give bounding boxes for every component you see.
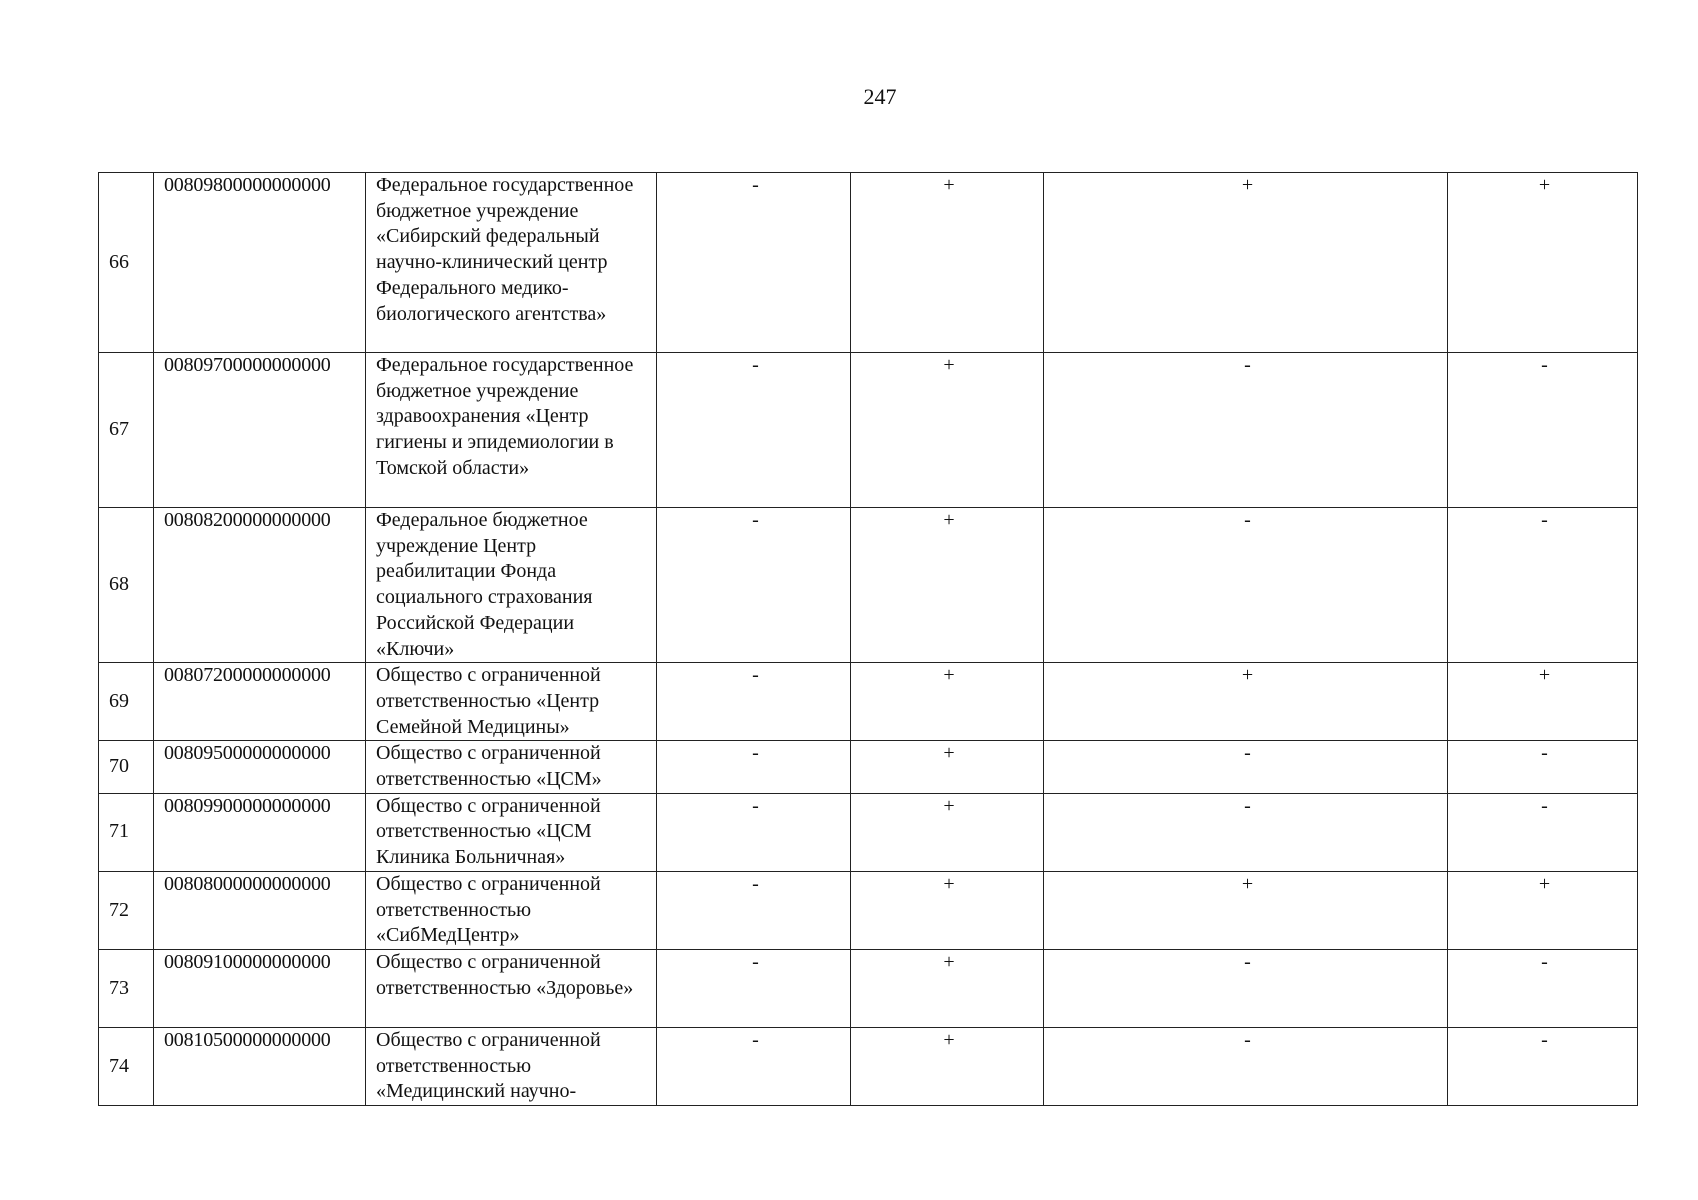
mark-col-3: -: [1044, 793, 1448, 871]
row-number: 66: [99, 173, 154, 353]
mark-col-3: +: [1044, 871, 1448, 949]
mark-col-1: -: [657, 949, 851, 1027]
row-number: 72: [99, 871, 154, 949]
organization-name: Общество с ограниченной ответственностью «Здоровье»: [366, 949, 657, 1027]
organization-code: 00809900000000000: [154, 793, 366, 871]
organization-name: Общество с ограниченной ответственностью «СибМедЦентр»: [366, 871, 657, 949]
mark-col-2: +: [851, 871, 1044, 949]
organization-code: 00809700000000000: [154, 353, 366, 508]
organization-code: 00808000000000000: [154, 871, 366, 949]
table-row: [99, 663, 1638, 741]
organization-name: Общество с ограниченной ответственностью «ЦСМ Клиника Больничная»: [366, 793, 657, 871]
table-row: [99, 949, 1638, 1027]
table-row: [99, 741, 1638, 793]
page-number: 247: [863, 84, 897, 109]
mark-col-2: +: [851, 663, 1044, 741]
mark-col-2: +: [851, 508, 1044, 663]
mark-col-3: +: [1044, 173, 1448, 353]
organization-code: 00809500000000000: [154, 741, 366, 793]
mark-col-1: -: [657, 353, 851, 508]
organization-code: 00809800000000000: [154, 173, 366, 353]
table-row: [99, 871, 1638, 949]
mark-col-1: -: [657, 508, 851, 663]
table-row: [99, 173, 1638, 353]
mark-col-4: -: [1448, 353, 1638, 508]
row-number: 73: [99, 949, 154, 1027]
organization-code: 00810500000000000: [154, 1027, 366, 1105]
mark-col-3: -: [1044, 508, 1448, 663]
mark-col-1: -: [657, 1027, 851, 1105]
mark-col-2: +: [851, 793, 1044, 871]
mark-col-1: -: [657, 173, 851, 353]
mark-col-3: -: [1044, 741, 1448, 793]
mark-col-4: -: [1448, 508, 1638, 663]
mark-col-4: +: [1448, 871, 1638, 949]
mark-col-4: -: [1448, 1027, 1638, 1105]
mark-col-2: +: [851, 1027, 1044, 1105]
mark-col-3: -: [1044, 949, 1448, 1027]
table-row: [99, 793, 1638, 871]
mark-col-3: -: [1044, 1027, 1448, 1105]
mark-col-1: -: [657, 793, 851, 871]
organization-name: Общество с ограниченной ответственностью «ЦСМ»: [366, 741, 657, 793]
row-number: 68: [99, 508, 154, 663]
organization-code: 00807200000000000: [154, 663, 366, 741]
organization-name: Федеральное государственное бюджетное учреждение «Сибирский федеральный научно-клинический центр Федерального медико-биологического агентства»: [366, 173, 657, 353]
table-row: [99, 1027, 1638, 1105]
mark-col-2: +: [851, 741, 1044, 793]
mark-col-4: +: [1448, 663, 1638, 741]
row-number: 74: [99, 1027, 154, 1105]
table-row: [99, 508, 1638, 663]
mark-col-4: -: [1448, 949, 1638, 1027]
row-number: 70: [99, 741, 154, 793]
organization-name: Федеральное бюджетное учреждение Центр реабилитации Фонда социального страхования Российской Федерации «Ключи»: [366, 508, 657, 663]
mark-col-1: -: [657, 741, 851, 793]
mark-col-2: +: [851, 353, 1044, 508]
organization-name: Федеральное государственное бюджетное учреждение здравоохранения «Центр гигиены и эпидемиологии в Томской области»: [366, 353, 657, 508]
row-number: 71: [99, 793, 154, 871]
mark-col-4: +: [1448, 173, 1638, 353]
mark-col-2: +: [851, 173, 1044, 353]
mark-col-4: -: [1448, 793, 1638, 871]
mark-col-4: -: [1448, 741, 1638, 793]
mark-col-1: -: [657, 871, 851, 949]
mark-col-1: -: [657, 663, 851, 741]
organization-code: 00808200000000000: [154, 508, 366, 663]
row-number: 67: [99, 353, 154, 508]
table-row: [99, 353, 1638, 508]
organization-name: Общество с ограниченной ответственностью «Центр Семейной Медицины»: [366, 663, 657, 741]
organization-name: Общество с ограниченной ответственностью «Медицинский научно-: [366, 1027, 657, 1105]
organization-code: 00809100000000000: [154, 949, 366, 1027]
row-number: 69: [99, 663, 154, 741]
mark-col-3: -: [1044, 353, 1448, 508]
registry-table: [98, 172, 1638, 1106]
mark-col-3: +: [1044, 663, 1448, 741]
mark-col-2: +: [851, 949, 1044, 1027]
